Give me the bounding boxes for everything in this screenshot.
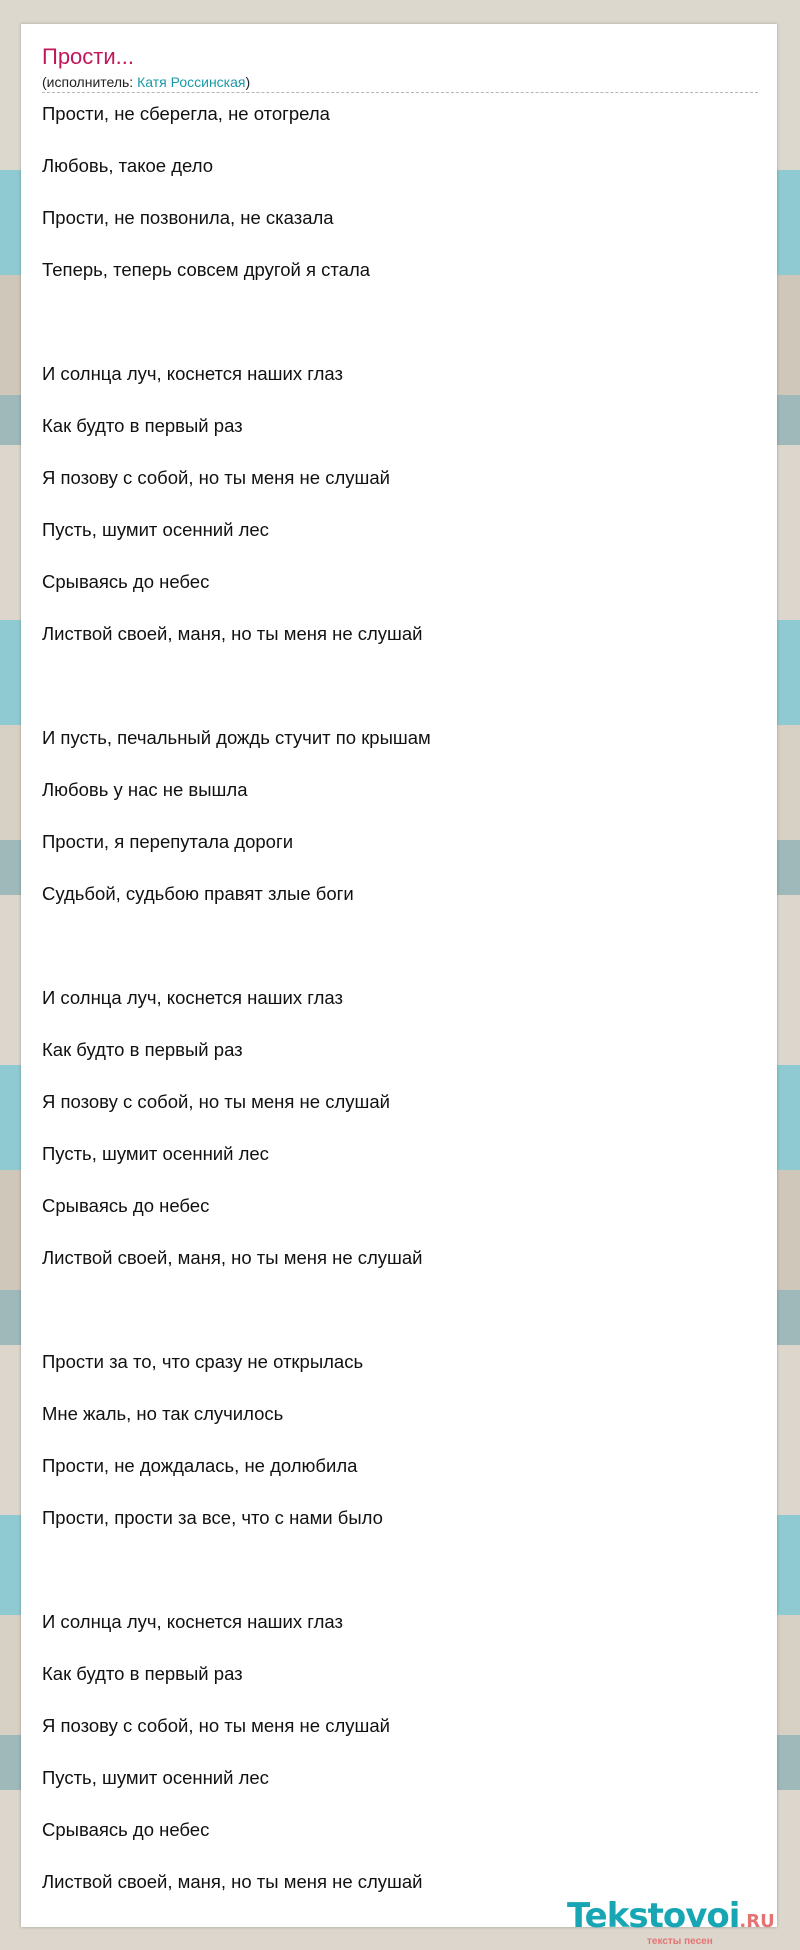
- lyric-line: Срываясь до небес: [42, 1819, 210, 1840]
- lyric-line: Мне жаль, но так случилось: [42, 1403, 284, 1424]
- lyric-line: И солнца луч, коснется наших глаз: [42, 1611, 343, 1632]
- lyric-line: Теперь, теперь совсем другой я стала: [42, 259, 371, 280]
- lyric-line: И солнца луч, коснется наших глаз: [42, 987, 343, 1008]
- lyric-line: Я позову с собой, но ты меня не слушай: [42, 1715, 390, 1736]
- lyric-line: Срываясь до небес: [42, 571, 210, 592]
- lyric-line: Прости, не сберегла, не отогрела: [42, 103, 330, 124]
- artist-prefix: (исполнитель:: [42, 74, 138, 90]
- lyric-line: Как будто в первый раз: [42, 1039, 243, 1060]
- lyric-line: Любовь у нас не вышла: [42, 779, 248, 800]
- title-divider: [42, 92, 758, 93]
- lyric-line: Я позову с собой, но ты меня не слушай: [42, 1091, 390, 1112]
- lyric-line: Как будто в первый раз: [42, 415, 243, 436]
- lyric-line: И солнца луч, коснется наших глаз: [42, 363, 343, 384]
- logo-tld: .RU: [739, 1911, 775, 1932]
- lyric-line: Пусть, шумит осенний лес: [42, 1767, 269, 1788]
- lyric-line: Пусть, шумит осенний лес: [42, 1143, 269, 1164]
- lyric-line: Как будто в первый раз: [42, 1663, 243, 1684]
- logo-tagline: тексты песен: [647, 1936, 713, 1947]
- lyric-line: Любовь, такое дело: [42, 155, 213, 176]
- lyric-line: Срываясь до небес: [42, 1195, 210, 1216]
- site-logo[interactable]: [567, 1896, 775, 1936]
- artist-suffix: ): [245, 74, 251, 90]
- lyric-line: И пусть, печальный дождь стучит по крышам: [42, 727, 431, 748]
- lyrics-block: [42, 104, 762, 1924]
- stanza-break: [42, 676, 762, 728]
- stanza-break: [42, 312, 762, 364]
- artist-link[interactable]: Катя Россинская: [137, 74, 246, 90]
- lyrics-card: [21, 24, 777, 1947]
- stanza-break: [42, 936, 762, 988]
- lyric-line: Прости, прости за все, что с нами было: [42, 1507, 383, 1528]
- logo-name: Tekstovoi: [567, 1896, 740, 1936]
- lyric-line: Прости, не позвонила, не сказала: [42, 207, 334, 228]
- artist-line: [42, 74, 250, 90]
- lyric-line: Я позову с собой, но ты меня не слушай: [42, 467, 390, 488]
- stanza-break: [42, 1300, 762, 1352]
- lyric-line: Листвой своей, маня, но ты меня не слушай: [42, 623, 423, 644]
- song-title: Прости...: [42, 44, 134, 69]
- lyric-line: Пусть, шумит осенний лес: [42, 519, 269, 540]
- lyric-line: Прости, не дождалась, не долюбила: [42, 1455, 358, 1476]
- lyric-line: Листвой своей, маня, но ты меня не слушай: [42, 1871, 423, 1892]
- lyric-line: Прости, я перепутала дороги: [42, 831, 294, 852]
- lyric-line: Листвой своей, маня, но ты меня не слушай: [42, 1247, 423, 1268]
- lyric-line: Судьбой, судьбою правят злые боги: [42, 883, 354, 904]
- lyric-line: Прости за то, что сразу не открылась: [42, 1351, 364, 1372]
- stanza-break: [42, 1560, 762, 1612]
